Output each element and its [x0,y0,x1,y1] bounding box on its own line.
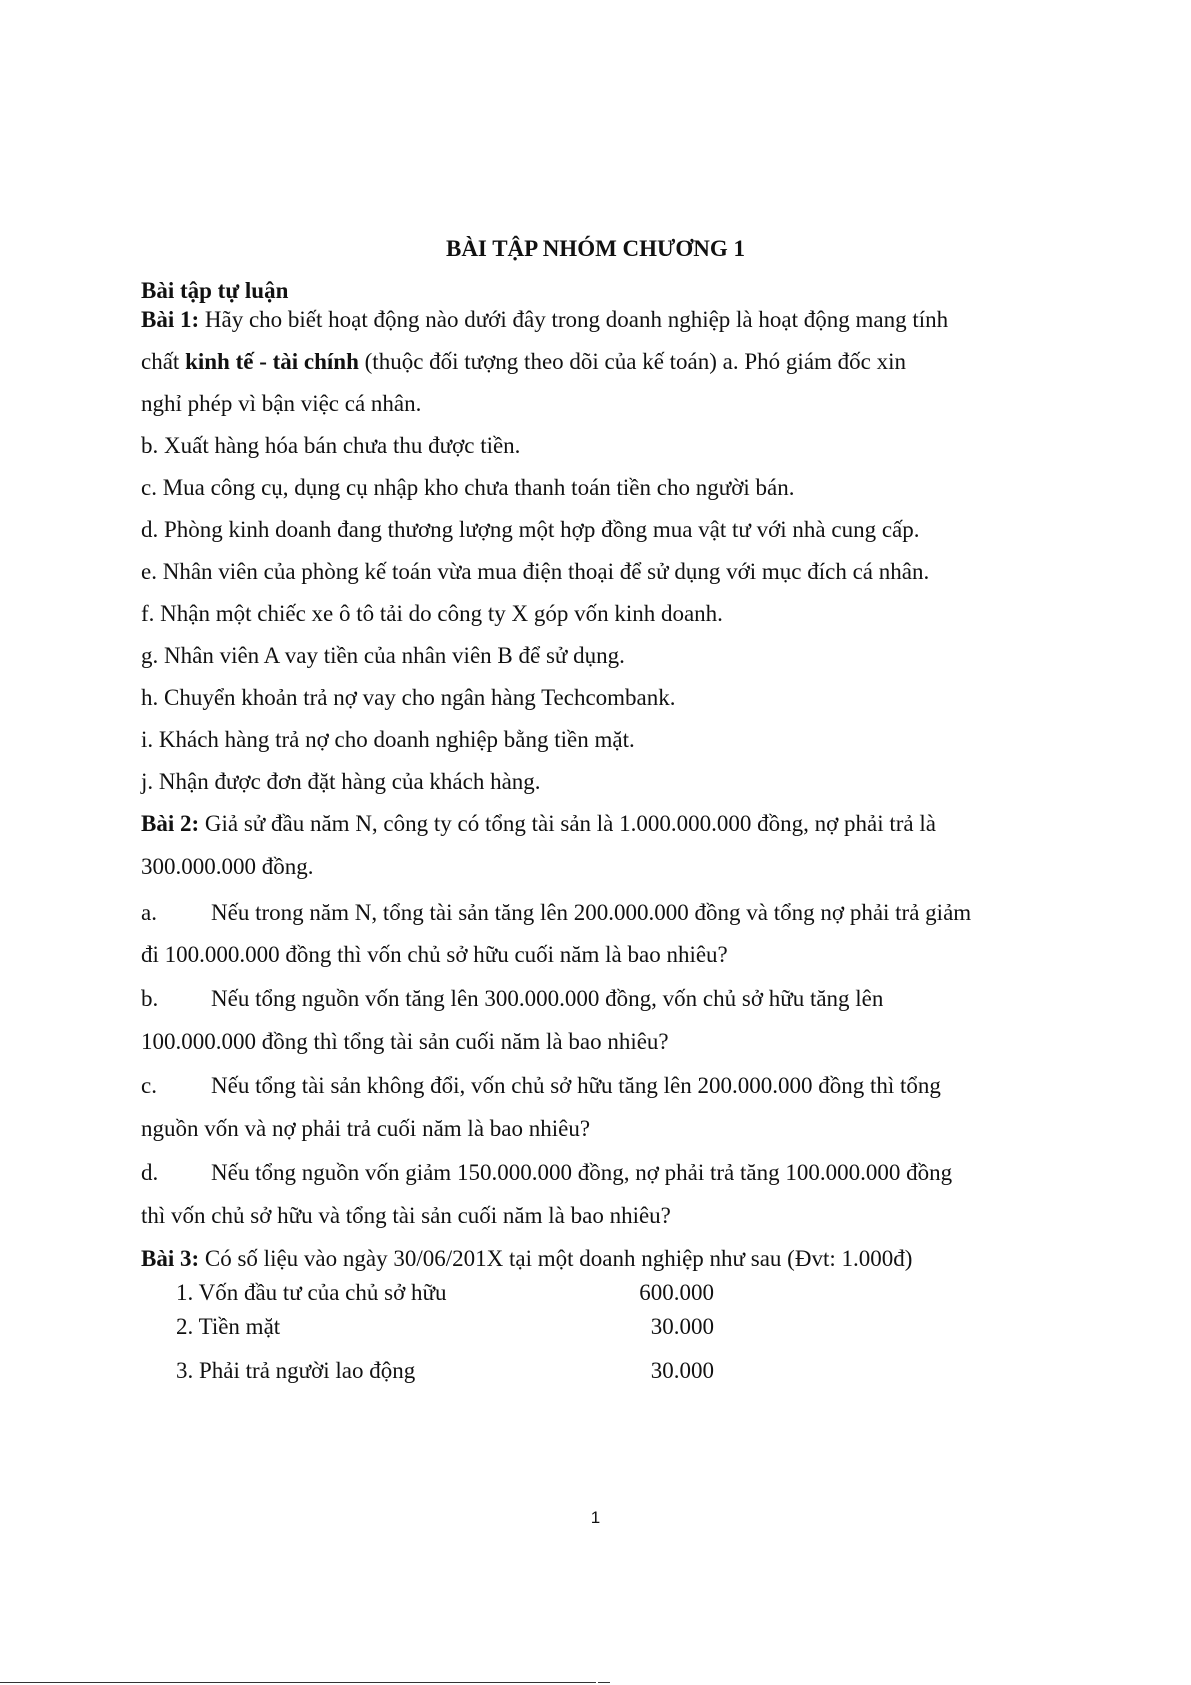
page-number: 1 [590,1508,601,1527]
section-heading: Bài tập tự luận [141,278,289,303]
bai1-line2 [141,347,906,377]
bai2-b-label: b. [141,986,159,1011]
bai1-label: Bài 1: [141,307,200,332]
footer-rule-short [598,1682,610,1683]
bai2-a-text: Nếu trong năm N, tổng tài sản tăng lên 200.000.000 đồng và tổng nợ phải trả giảm [211,900,972,925]
list-item: f. Nhận một chiếc xe ô tô tải do công ty X góp vốn kinh doanh. [141,601,723,626]
bai3-row-name: 2. Tiền mặt [176,1314,281,1339]
bai2-d-text: Nếu tổng nguồn vốn giảm 150.000.000 đồng, nợ phải trả tăng 100.000.000 đồng [211,1160,953,1185]
bai3-row-value: 600.000 [639,1280,714,1305]
list-item: d. Phòng kinh doanh đang thương lượng một hợp đồng mua vật tư với nhà cung cấp. [141,517,920,542]
bai2-d-label: d. [141,1160,159,1185]
bai2-a-line2: đi 100.000.000 đồng thì vốn chủ sở hữu cuối năm là bao nhiêu? [141,942,728,967]
list-item: c. Mua công cụ, dụng cụ nhập kho chưa thanh toán tiền cho người bán. [141,475,795,500]
bai2-c-text: Nếu tổng tài sản không đổi, vốn chủ sở hữu tăng lên 200.000.000 đồng thì tổng [211,1073,941,1098]
bai2-d-line2: thì vốn chủ sở hữu và tổng tài sản cuối năm là bao nhiêu? [141,1203,671,1228]
bai2-c-line2: nguồn vốn và nợ phải trả cuối năm là bao nhiêu? [141,1116,591,1141]
bai2-b-text: Nếu tổng nguồn vốn tăng lên 300.000.000 đồng, vốn chủ sở hữu tăng lên [211,986,884,1011]
bai1-line2-pre: chất [141,349,186,374]
bai2-a-label: a. [141,900,157,925]
bai3-row-name: 3. Phải trả người lao động [176,1358,416,1383]
list-item: b. Xuất hàng hóa bán chưa thu được tiền. [141,433,521,458]
bai1-line2-bold: kinh tế - tài chính [185,349,359,374]
list-item: j. Nhận được đơn đặt hàng của khách hàng. [141,769,541,794]
bai2-label: Bài 2: [141,811,200,836]
list-item: g. Nhân viên A vay tiền của nhân viên B để sử dụng. [141,643,625,668]
bai2-line1-text: Giả sử đầu năm N, công ty có tổng tài sản là 1.000.000.000 đồng, nợ phải trả là [199,811,936,836]
bai3-label: Bài 3: [141,1246,200,1271]
bai1-line1-text: Hãy cho biết hoạt động nào dưới đây trong doanh nghiệp là hoạt động mang tính [199,307,949,332]
list-item: h. Chuyển khoản trả nợ vay cho ngân hàng Techcombank. [141,685,676,710]
bai1-line1 [141,305,948,335]
footer-rule [0,1682,596,1683]
bai3-line1-text: Có số liệu vào ngày 30/06/201X tại một doanh nghiệp như sau (Đvt: 1.000đ) [199,1246,913,1271]
page-title: BÀI TẬP NHÓM CHƯƠNG 1 [445,236,745,261]
bai2-b-line2: 100.000.000 đồng thì tổng tài sản cuối năm là bao nhiêu? [141,1029,669,1054]
bai1-line3: nghỉ phép vì bận việc cá nhân. [141,391,422,416]
bai2-line2: 300.000.000 đồng. [141,854,314,879]
bai3-row-value: 30.000 [650,1314,714,1339]
bai2-c-label: c. [141,1073,157,1098]
bai1-line2-post: (thuộc đối tượng theo dõi của kế toán) a. Phó giám đốc xin [358,349,907,374]
bai3-line1 [141,1244,912,1274]
list-item: i. Khách hàng trả nợ cho doanh nghiệp bằng tiền mặt. [141,727,635,752]
list-item: e. Nhân viên của phòng kế toán vừa mua điện thoại để sử dụng với mục đích cá nhân. [141,559,930,584]
bai3-row-name: 1. Vốn đầu tư của chủ sở hữu [176,1280,447,1305]
bai3-row-value: 30.000 [650,1358,714,1383]
bai2-line1 [141,809,936,839]
